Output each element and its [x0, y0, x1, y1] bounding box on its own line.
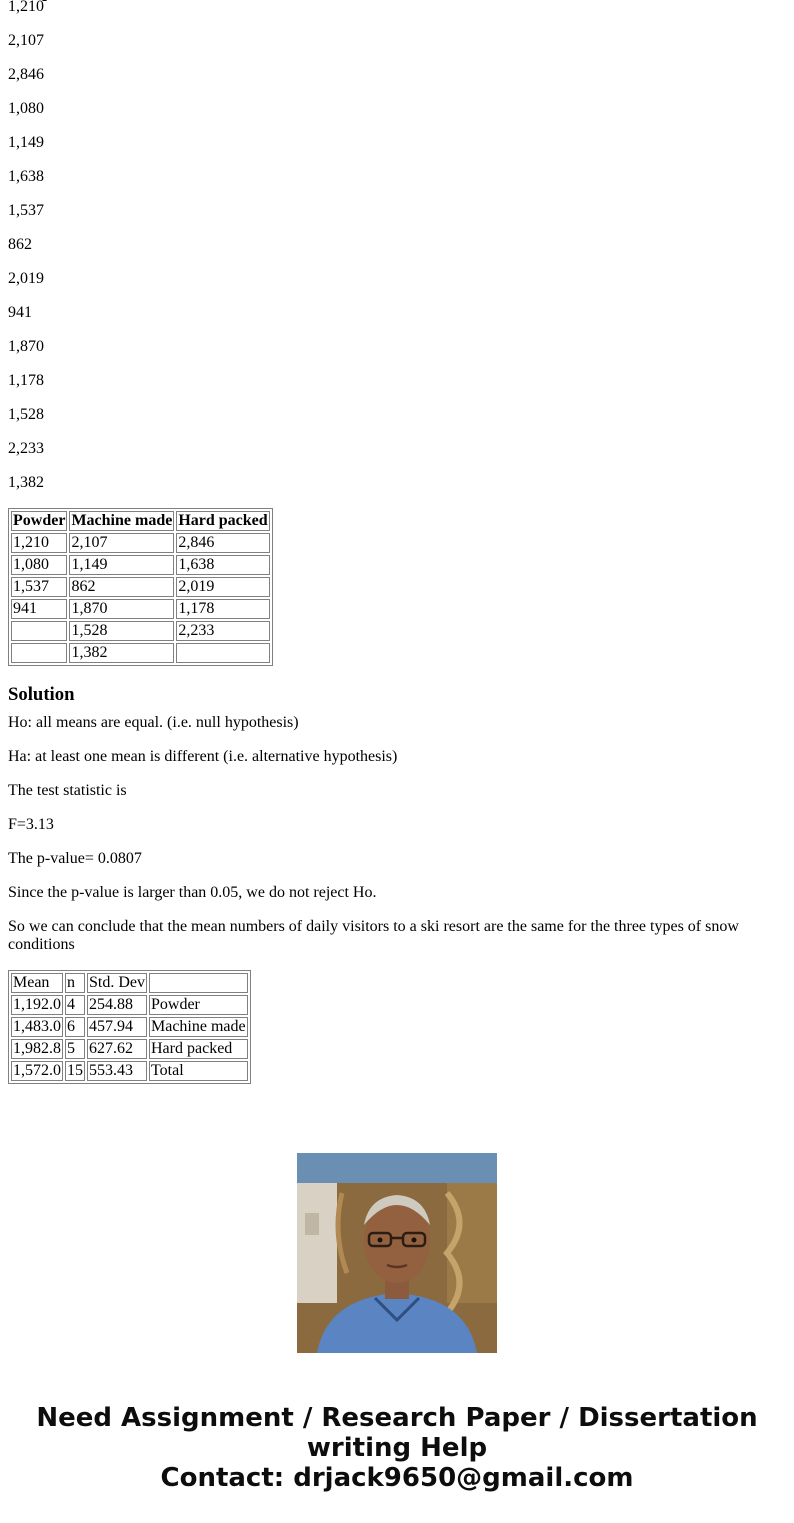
table-header-row — [11, 511, 270, 531]
footer-line: writing Help — [306, 1433, 488, 1463]
table-cell: 553.43 — [87, 1061, 147, 1081]
data-value: 1,080 — [8, 100, 44, 117]
solution-paragraph: The test statistic is — [8, 782, 127, 799]
author-photo-illustration — [297, 1153, 497, 1353]
table-row — [11, 643, 270, 663]
table-cell — [11, 621, 67, 641]
table-row — [11, 555, 270, 575]
table-cell: 2,846 — [176, 533, 269, 553]
table-header-row — [11, 973, 248, 993]
document-content — [8, 0, 786, 1084]
table-cell: 862 — [69, 577, 174, 597]
table-cell: 2,233 — [176, 621, 269, 641]
data-value: 1,178 — [8, 372, 44, 389]
data-value: 1,210 — [8, 0, 44, 15]
table-cell: 6 — [65, 1017, 85, 1037]
author-avatar — [297, 1153, 497, 1353]
table-cell: Machine made — [151, 1018, 246, 1035]
data-value: 1,528 — [8, 406, 44, 423]
column-header — [149, 973, 248, 993]
table-cell: 1,192.0 — [13, 996, 61, 1013]
data-value: 1,870 — [8, 338, 44, 355]
solution-paragraph: F=3.13 — [8, 816, 54, 833]
solution-paragraph: Since the p-value is larger than 0.05, we do not reject Ho. — [8, 884, 377, 901]
table-cell: 1,572.0 — [13, 1062, 61, 1079]
table-cell: 457.94 — [87, 1017, 147, 1037]
solution-body — [8, 714, 786, 954]
table-cell: 1,149 — [69, 555, 174, 575]
table-row — [11, 1061, 248, 1081]
table-cell: 15 — [67, 1062, 83, 1079]
data-value: 2,107 — [8, 32, 44, 49]
footer-contact — [0, 1403, 794, 1493]
data-value: 941 — [8, 304, 32, 321]
column-header: Hard packed — [178, 512, 268, 529]
table-cell: 1,638 — [176, 555, 269, 575]
footer-contact-line: Contact: drjack9650@gmail.com — [160, 1463, 634, 1493]
table-cell: 627.62 — [87, 1039, 147, 1059]
solution-paragraph: Ho: all means are equal. (i.e. null hypothesis) — [8, 714, 299, 731]
table-cell: 1,982.8 — [13, 1040, 61, 1057]
table-cell: 1,080 — [11, 555, 67, 575]
summary-table — [8, 970, 251, 1084]
table-row — [11, 577, 270, 597]
solution-paragraph: Ha: at least one mean is different (i.e. alternative hypothesis) — [8, 748, 398, 765]
table-cell: 1,483.0 — [13, 1018, 61, 1035]
data-value: 1,537 — [8, 202, 44, 219]
solution-paragraph: The p-value= 0.0807 — [8, 850, 142, 867]
table-cell: 2,107 — [69, 533, 174, 553]
table-row — [11, 621, 270, 641]
column-header: n — [65, 973, 85, 993]
data-table — [8, 508, 273, 666]
table-cell: Hard packed — [149, 1039, 248, 1059]
table-cell: 1,870 — [69, 599, 174, 619]
data-value: 1,382 — [8, 474, 44, 491]
table-cell: 2,019 — [176, 577, 269, 597]
column-header: Mean — [11, 973, 63, 993]
table-cell: 4 — [65, 995, 85, 1015]
column-header: Std. Dev — [89, 974, 145, 991]
table-cell: 941 — [11, 599, 67, 619]
data-value: 2,846 — [8, 66, 44, 83]
table-row — [11, 599, 270, 619]
table-cell: 1,528 — [69, 621, 174, 641]
footer-line: Need Assignment / Research Paper / Dissertation — [36, 1403, 758, 1433]
table-cell: 1,537 — [11, 577, 67, 597]
table-row — [11, 1017, 248, 1037]
data-value: 1,638 — [8, 168, 44, 185]
data-value: 2,019 — [8, 270, 44, 287]
table-cell: 254.88 — [87, 995, 147, 1015]
table-cell: 1,210 — [11, 533, 67, 553]
table-row — [11, 1039, 248, 1059]
table-cell: 5 — [65, 1039, 85, 1059]
table-cell: 1,382 — [69, 643, 174, 663]
solution-paragraph: So we can conclude that the mean numbers of daily visitors to a ski resort are the same for the three types of snow conditions — [8, 918, 739, 953]
data-value: 862 — [8, 236, 32, 253]
column-header: Machine made — [71, 512, 173, 529]
table-cell — [176, 643, 269, 663]
solution-heading: Solution — [8, 684, 75, 705]
column-header: Powder — [13, 512, 66, 529]
data-value: 2,233 — [8, 440, 44, 457]
table-cell: 1,178 — [176, 599, 269, 619]
table-cell: Total — [149, 1061, 248, 1081]
table-cell: Powder — [149, 995, 248, 1015]
data-list — [8, 0, 786, 492]
data-value: 1,149 — [8, 134, 44, 151]
table-cell — [11, 643, 67, 663]
table-row — [11, 995, 248, 1015]
table-row — [11, 533, 270, 553]
